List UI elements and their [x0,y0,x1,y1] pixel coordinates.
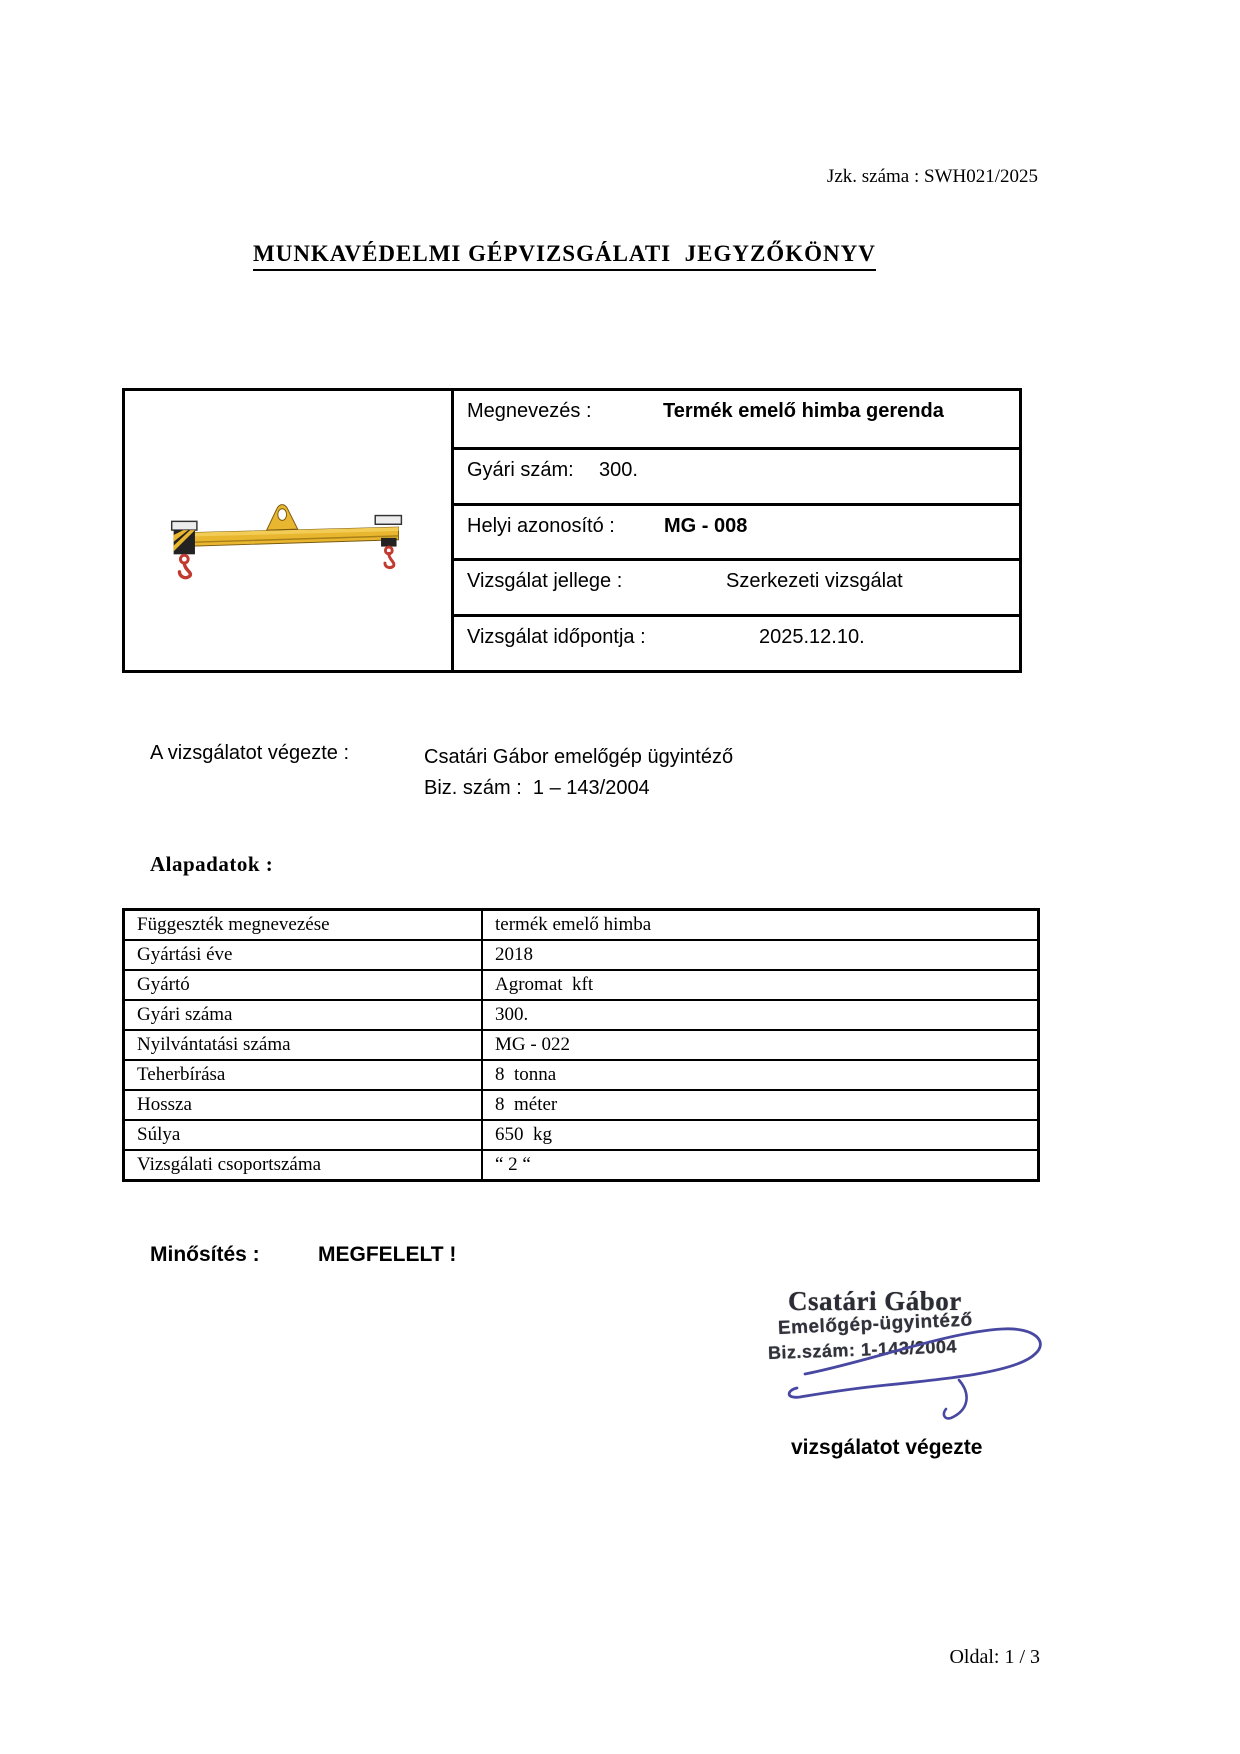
row-label: Függeszték megnevezése [137,914,330,935]
row-value: 650 kg [481,1121,1037,1149]
table-row [125,1149,1037,1179]
table-row [125,1119,1037,1149]
row-label: Gyártó [137,974,190,995]
table-row [125,969,1037,999]
row-label: Hossza [137,1094,192,1115]
basic-data-heading: Alapadatok : [150,852,274,876]
inspector-label: A vizsgálatot végezte : [150,742,350,764]
table-row [125,999,1037,1029]
table-row [125,1059,1037,1089]
qualification-line [150,1243,456,1267]
table-row [125,911,1037,939]
row-value: 8 tonna [481,1061,1037,1089]
row-value: Szerkezeti vizsgálat [726,570,903,593]
stamp-name: Csatári Gábor [788,1286,962,1316]
inspector-cert: Biz. szám : 1 – 143/2004 [424,777,650,799]
row-label: Helyi azonosító : [467,514,615,537]
row-value: MG - 022 [481,1031,1037,1059]
row-label: Gyári száma [137,1004,233,1025]
table-row [451,558,1019,614]
table-row [451,503,1019,559]
row-label: Gyári szám: [467,458,574,481]
qualification-value: MEGFELELT ! [318,1243,457,1266]
table-row [125,939,1037,969]
machine-info-table [122,388,1022,673]
signature-ink [717,1304,1067,1434]
row-value: 2018 [481,941,1037,969]
table-row [125,1089,1037,1119]
row-value: 300. [481,1001,1037,1029]
qualification-label: Minősítés : [150,1243,260,1266]
row-label: Gyártási éve [137,944,233,965]
lifting-beam-image [162,484,414,582]
row-value: Agromat kft [481,971,1037,999]
row-label: Súlya [137,1124,181,1145]
row-label: Vizsgálat jellege : [467,570,623,593]
row-label: Nyilvántatási száma [137,1034,291,1055]
row-value: “ 2 “ [481,1151,1037,1179]
table-row [451,447,1019,503]
inspector-name: Csatári Gábor emelőgép ügyintéző [424,746,734,768]
row-label: Megnevezés : [467,400,592,422]
row-value: 8 méter [481,1091,1037,1119]
row-value: termék emelő himba [481,911,1037,939]
inspector-section [150,742,733,804]
table-row [125,1029,1037,1059]
row-value: 300. [599,458,638,481]
row-label: Vizsgálat időpontja : [467,626,646,649]
stamp-role: Emelőgép-ügyintéző [777,1309,974,1339]
table-row [451,391,1019,447]
table-row [451,614,1019,670]
page-number: Oldal: 1 / 3 [949,1646,1040,1668]
stamp-cert: Biz.szám: 1-143/2004 [767,1336,958,1363]
row-value: Termék emelő himba gerenda [663,400,944,422]
row-label: Teherbírása [137,1064,226,1085]
machine-photo-cell [125,391,451,670]
row-value: MG - 008 [664,514,748,537]
basic-data-table [122,908,1040,1182]
inspector-stamp [762,1286,1034,1402]
signature-caption: vizsgálatot végezte [791,1436,983,1459]
row-label: Vizsgálati csoportszáma [137,1154,322,1175]
row-value: 2025.12.10. [759,626,865,649]
page-title: MUNKAVÉDELMI GÉPVIZSGÁLATI JEGYZŐKÖNYV [253,241,876,271]
report-number: Jzk. száma : SWH021/2025 [826,166,1038,187]
